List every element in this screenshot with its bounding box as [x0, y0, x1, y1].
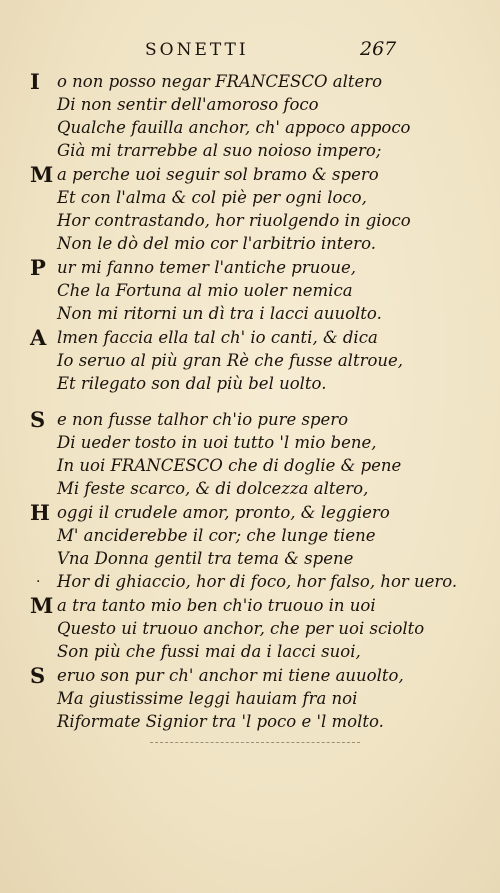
- initial-letter: S: [30, 407, 46, 432]
- verse-line: o non posso negar FRANCESCO altero: [57, 72, 383, 91]
- verse-line: eruo son pur ch' anchor mi tiene auuolto,: [57, 666, 404, 685]
- initial-letter: P: [30, 255, 46, 280]
- verse-line: Questo ui truouo anchor, che per uoi sciolto: [57, 619, 425, 638]
- bottom-rule: [150, 742, 360, 744]
- verse-line: Qualche fauilla anchor, ch' appoco appoco: [57, 118, 411, 137]
- verse-line: Hor contrastando, hor riuolgendo in gioco: [57, 211, 411, 230]
- margin-dot: ·: [36, 574, 41, 590]
- initial-letter: S: [30, 663, 46, 688]
- verse-line: oggi il crudele amor, pronto, & leggiero: [57, 503, 390, 522]
- verse-line: Io seruo al più gran Rè che fusse altroue,: [57, 351, 404, 370]
- verse-line: Non le dò del mio cor l'arbitrio intero.: [57, 234, 376, 253]
- initial-letter: M: [30, 162, 54, 187]
- initial-letter: A: [30, 325, 47, 350]
- verse-line: e non fusse talhor ch'io pure spero: [57, 410, 349, 429]
- initial-letter: I: [30, 69, 40, 94]
- verse-line: Son più che fussi mai da i lacci suoi,: [57, 642, 361, 661]
- verse-line: Non mi ritorni un dì tra i lacci auuolto.: [57, 304, 382, 323]
- verse-line: M' anciderebbe il cor; che lunge tiene: [57, 526, 376, 545]
- verse-line: Riformate Signior tra 'l poco e 'l molto.: [57, 712, 384, 731]
- verse-line: ur mi fanno temer l'antiche pruoue,: [57, 258, 356, 277]
- verse-line: Hor di ghiaccio, hor di foco, hor falso, hor uero.: [57, 572, 458, 591]
- verse-line: a tra tanto mio ben ch'io truouo in uoi: [57, 596, 376, 615]
- verse-line: lmen faccia ella tal ch' io canti, & dica: [57, 328, 378, 347]
- verse-line: Vna Donna gentil tra tema & spene: [57, 549, 354, 568]
- verse-line: Et rilegato son dal più bel uolto.: [57, 374, 327, 393]
- running-header-title: SONETTI: [145, 40, 249, 60]
- verse-line: Che la Fortuna al mio uoler nemica: [57, 281, 353, 300]
- verse-line: Di non sentir dell'amoroso foco: [57, 95, 319, 114]
- page-number: 267: [360, 38, 397, 60]
- verse-line: Ma giustissime leggi hauiam fra noi: [57, 689, 358, 708]
- initial-letter: M: [30, 593, 54, 618]
- verse-line: Di ueder tosto in uoi tutto 'l mio bene,: [57, 433, 377, 452]
- verse-line: Et con l'alma & col piè per ogni loco,: [57, 188, 367, 207]
- verse-line: In uoi FRANCESCO che di doglie & pene: [57, 456, 402, 475]
- verse-line: Già mi trarrebbe al suo noioso impero;: [57, 141, 382, 160]
- verse-line: Mi feste scarco, & di dolcezza altero,: [57, 479, 369, 498]
- initial-letter: H: [30, 500, 50, 525]
- verse-line: a perche uoi seguir sol bramo & spero: [57, 165, 379, 184]
